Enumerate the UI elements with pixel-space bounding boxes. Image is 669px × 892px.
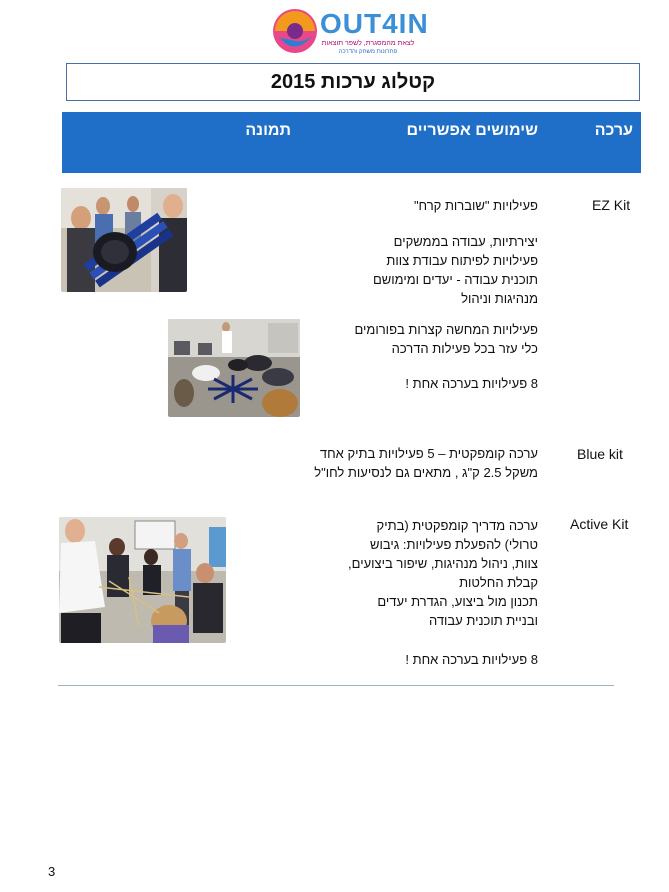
ez-kit-uses-d [405, 374, 538, 393]
ez-kit-uses-c [355, 320, 539, 358]
text-line: משקל 2.5 ק"ג , מתאים גם לנסיעות לחו"ל [314, 465, 538, 480]
table-header [62, 112, 641, 173]
active-kit-uses [348, 516, 538, 630]
page-number: 3 [48, 864, 56, 879]
title-box [66, 63, 640, 101]
kit-name-ez: EZ Kit [592, 197, 631, 213]
header-kit: ערכה [594, 122, 633, 139]
page-title: קטלוג ערכות 2015 [270, 70, 436, 93]
ez-kit-photo-group [61, 188, 187, 292]
logo-wordmark: OUT4IN [320, 8, 429, 39]
text-line: מנהיגות וניהול [461, 291, 538, 306]
company-logo [270, 4, 429, 56]
logo-swirl-icon [272, 8, 318, 54]
header-uses: שימושים אפשריים [406, 122, 538, 139]
active-kit-photo [59, 517, 226, 643]
text-line: פעילויות "שוברות קרח" [413, 198, 538, 213]
text-line: תכנון מול ביצוע, הגדרת יעדים [377, 594, 538, 609]
text-line: פעילויות המחשה קצרות בפורומים [354, 322, 538, 337]
text-line: ערכה קומפקטית – 5 פעילויות בתיק אחד [319, 446, 538, 461]
logo-tagline: לצאת מהמסגרת, לשפר תוצאות [321, 40, 415, 47]
text-line: פעילויות לפיתוח עבודת צוות [386, 253, 538, 268]
text-line: ערכה מדריך קומפקטית (בתיק [376, 518, 538, 533]
text-line: 8 פעילויות בערכה אחת ! [405, 376, 538, 391]
bottom-divider [58, 685, 614, 686]
text-line: טרולי) להפעלת פעילויות: גיבוש [370, 537, 538, 552]
ez-kit-uses-a [414, 196, 538, 215]
kit-name-blue: Blue kit [577, 446, 623, 462]
text-line: 8 פעילויות בערכה אחת ! [405, 652, 538, 667]
logo-subtagline: פתרונות משחק והדרכה [338, 49, 398, 55]
text-line: כלי עזר בכל פעילות הדרכה [391, 341, 538, 356]
active-kit-uses-d [405, 650, 538, 669]
blue-kit-uses [314, 444, 538, 482]
text-line: ובניית תוכנית עבודה [428, 613, 538, 628]
text-line: צוות, ניהול מנהיגות, שיפור ביצועים, [348, 556, 538, 571]
ez-kit-uses-b [373, 232, 538, 308]
text-line: תוכנית עבודה - יעדים ומימושם [372, 272, 538, 287]
text-line: קבלת החלטות [459, 575, 538, 590]
text-line: יצירתיות, עבודה בממשקים [393, 234, 538, 249]
header-photo: תמונה [245, 122, 291, 139]
kit-name-active: Active Kit [570, 516, 629, 532]
ez-kit-photo-floor [168, 319, 300, 417]
